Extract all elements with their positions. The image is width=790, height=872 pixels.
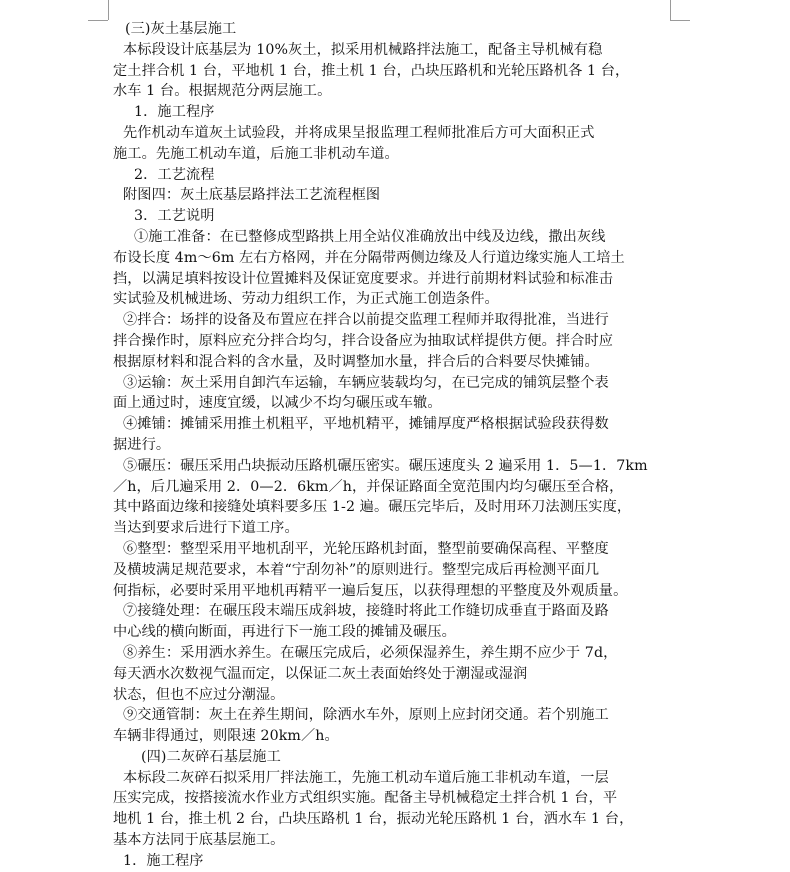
subheading-construction-procedure: 1．施工程序 — [134, 104, 215, 121]
subheading-process-description: 3．工艺说明 — [134, 208, 215, 225]
crop-mark-top-left-horizontal — [88, 20, 108, 21]
list-item-line: 据进行。 — [113, 436, 171, 453]
paragraph-line: 先作机动车道灰土试验段，并将成果呈报监理工程师批准后方可大面积正式 — [123, 124, 595, 141]
list-item-line: 何指标，必要时采用平地机再精平一遍后复压，以获得理想的平整度及外观质量。 — [113, 582, 628, 599]
paragraph-line: 本标段二灰碎石拟采用厂拌法施工，先施工机动车道后施工非机动车道，一层 — [123, 769, 609, 786]
paragraph-line: 定土拌合机 1 台，平地机 1 台，推土机 1 台，凸块压路机和光轮压路机各 1 台， — [113, 62, 630, 79]
crop-mark-top-right-horizontal — [670, 20, 690, 21]
list-item-line: 每天洒水次数视气温而定，以保证二灰土表面始终处于潮湿或湿润 — [113, 665, 528, 682]
paragraph-line: 水车 1 台。根据规范分两层施工。 — [113, 83, 332, 100]
list-item-line: 布设长度 4m～6m 左右方格网，并在分隔带两侧边缘及人行道边缘实施人工培土 — [113, 249, 625, 266]
list-item-line: 及横坡满足规范要求，本着“宁刮勿补”的原则进行。整型完成后再检测平面几 — [113, 561, 600, 578]
list-item-line: 实试验及机械进场、劳动力组织工作，为正式施工创造条件。 — [113, 291, 499, 308]
list-item-line: 其中路面边缘和接缝处填料要多压 1-2 遍。碾压完毕后，及时用环刀法测压实度， — [113, 499, 632, 516]
list-item-line: ⑦接缝处理：在碾压段末端压成斜坡，接缝时将此工作缝切成垂直于路面及路 — [123, 603, 609, 620]
paragraph-line: 地机 1 台，推土机 2 台，凸块压路机 1 台，振动光轮压路机 1 台，洒水车 1 台， — [113, 811, 634, 828]
paragraph-line: 施工。先施工机动车道，后施工非机动车道。 — [113, 145, 399, 162]
paragraph-line: 压实完成，按搭接流水作业方式组织实施。配备主导机械稳定土拌合机 1 台，平 — [113, 790, 618, 807]
list-item-line: ⑨交通管制：灰土在养生期间，除洒水车外，原则上应封闭交通。若个别施工 — [123, 707, 609, 724]
document-body — [113, 19, 669, 872]
list-item-line: 拌合操作时，原料应充分拌合均匀，拌合设备应为抽取试样提供方便。拌合时应 — [113, 332, 614, 349]
crop-mark-top-right-vertical — [670, 0, 671, 20]
list-item-line: ②拌合：场拌的设备及布置应在拌合以前提交监理工程师并取得批准，当进行 — [123, 312, 609, 329]
list-item-line: ／h，后几遍采用 2．0—2．6km／h，并保证路面全宽范围内均匀碾压至合格， — [113, 478, 624, 495]
list-item-line: ④摊铺：摊铺采用推土机粗平，平地机精平，摊铺厚度严格根据试验段获得数 — [123, 416, 609, 433]
paragraph-line: 本标段设计底基层为 10%灰土，拟采用机械路拌法施工，配备主导机械有稳 — [123, 41, 603, 58]
list-item-line: 根据原材料和混合料的含水量，及时调整加水量，拌合后的合料要尽快摊铺。 — [113, 353, 599, 370]
list-item-line: ⑥整型：整型采用平地机刮平，光轮压路机封面，整型前要确保高程、平整度 — [123, 540, 609, 557]
paragraph-line: 附图四：灰土底基层路拌法工艺流程框图 — [123, 187, 381, 204]
list-item-line: 中心线的横向断面，再进行下一施工段的摊铺及碾压。 — [113, 624, 456, 641]
section-heading-lime-fly-ash-gravel: (四)二灰碎石基层施工 — [141, 748, 281, 765]
subheading-process-flow: 2．工艺流程 — [134, 166, 215, 183]
list-item-line: ⑧养生：采用洒水养生。在碾压完成后，必须保湿养生，养生期不应少于 7d， — [123, 644, 618, 661]
list-item-line: 挡，以满足填料按设计位置摊料及保证宽度要求。并进行前期材料试验和标准击 — [113, 270, 614, 287]
list-item-line: ③运输：灰土采用自卸汽车运输，车辆应装载均匀，在已完成的铺筑层整个表 — [123, 374, 609, 391]
list-item-line: 状态，但也不应过分潮湿。 — [113, 686, 285, 703]
subheading-construction-procedure: 1．施工程序 — [123, 852, 204, 869]
list-item-line: ①施工准备：在已整修成型路拱上用全站仪准确放出中线及边线，撒出灰线 — [134, 228, 606, 245]
list-item-line: 面上通过时，速度宜缓，以减少不均匀碾压或车辙。 — [113, 395, 442, 412]
section-heading-lime-soil: (三)灰土基层施工 — [125, 21, 237, 37]
paragraph-line: 基本方法同于底基层施工。 — [113, 832, 285, 849]
list-item-line: 车辆非得通过，则限速 20km／h。 — [113, 728, 339, 745]
list-item-line: 当达到要求后进行下道工序。 — [113, 520, 299, 537]
crop-mark-top-left-vertical — [108, 0, 109, 20]
list-item-line: ⑤碾压：碾压采用凸块振动压路机碾压密实。碾压速度头 2 遍采用 1．5—1．7km — [123, 457, 648, 474]
